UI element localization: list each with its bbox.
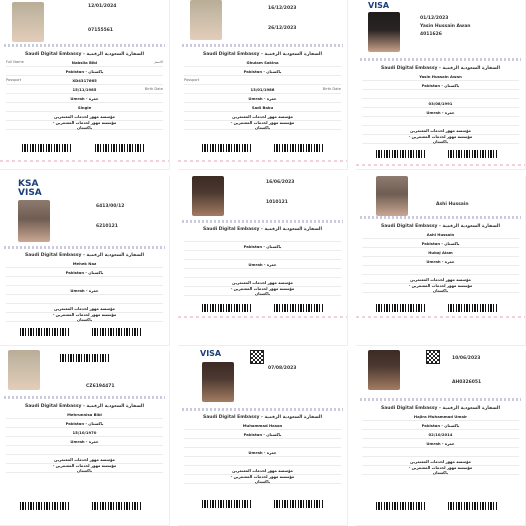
info-rows (184, 233, 341, 296)
row: Umrah - عمرة (184, 94, 341, 103)
embassy-title: Saudi Digital Embassy - السفارة السعودية الرقمية (380, 224, 501, 229)
row: Pakistan - باكستان (184, 242, 341, 251)
row: Pakistan - باكستان (6, 268, 163, 277)
row (184, 439, 341, 448)
holder-photo (190, 0, 222, 40)
row: Pakistan - باكستان (184, 430, 341, 439)
row (6, 295, 163, 304)
barcode (202, 144, 252, 152)
holder-photo (12, 2, 44, 42)
qr-code (426, 350, 440, 364)
row: مؤسسة مهور لخدمات المعتمرين (6, 112, 163, 121)
row: Hubaj Alam (362, 248, 519, 257)
info-rows (362, 72, 519, 144)
row: مؤسسة مهور لخدمات المعتمرين (184, 278, 341, 287)
row: Hajira Muhammad Umair (362, 412, 519, 421)
issue-date: 10/06/2023 (452, 356, 481, 361)
security-pattern (4, 246, 165, 249)
security-pattern (182, 44, 343, 47)
row: 02/10/2014 (362, 430, 519, 439)
issue-date: 16/12/2023 (268, 6, 297, 11)
embassy-title: Saudi Digital Embassy - السفارة السعودية الرقمية (24, 253, 145, 258)
row (184, 251, 341, 260)
row: 15/10/1970 (6, 428, 163, 437)
embassy-title: Saudi Digital Embassy - السفارة السعودية الرقمية (380, 66, 501, 71)
issue-date: 6413/00/12 (96, 204, 125, 209)
barcode (20, 502, 70, 510)
row: مؤسسة مهور لخدمات المعتمرين - باكستان (362, 135, 519, 144)
barcode (92, 328, 142, 336)
row: 15/11/1985 Birth Date (6, 85, 163, 94)
barcode (202, 500, 252, 508)
row: Sadi Baku (184, 103, 341, 112)
visa-card-4 (0, 176, 170, 346)
row: مؤسسة مهور لخدمات المعتمرين - باكستان (6, 121, 163, 130)
row: مؤسسة مهور لخدمات المعتمرين - باكستان (184, 287, 341, 296)
row: Umrah - عمرة (6, 94, 163, 103)
visa-number: CZ6194471 (86, 384, 115, 389)
holder-photo (8, 350, 40, 390)
visa-number: 1010121 (266, 200, 288, 205)
row: Pakistan - باكستان (362, 421, 519, 430)
embassy-title: Saudi Digital Embassy - السفارة السعودية الرقمية (380, 406, 501, 411)
row: Mehek Naz (6, 259, 163, 268)
row: مؤسسة مهور لخدمات المعتمرين - باكستان (6, 464, 163, 473)
row (184, 233, 341, 242)
info-rows (6, 410, 163, 473)
row: مؤسسة مهور لخدمات المعتمرين (362, 126, 519, 135)
barcode (448, 304, 498, 312)
row: مؤسسة مهور لخدمات المعتمرين - باكستان (184, 121, 341, 130)
row: مؤسسة مهور لخدمات المعتمرين - باكستان (362, 466, 519, 475)
security-pattern (360, 58, 521, 61)
barcode (376, 150, 426, 158)
security-band (0, 160, 169, 162)
row: Umrah - عمرة (6, 286, 163, 295)
row: Passport (184, 76, 341, 85)
row: Umrah - عمرة (362, 439, 519, 448)
embassy-title: Saudi Digital Embassy - السفارة السعودية الرقمية (202, 227, 323, 232)
row: Ashi Hussain (362, 230, 519, 239)
row: Umrah - عمرة (362, 257, 519, 266)
embassy-title: Saudi Digital Embassy - السفارة السعودية الرقمية (24, 52, 145, 57)
row (184, 269, 341, 278)
row: مؤسسة مهور لخدمات المعتمرين - باكستان (184, 475, 341, 484)
row: Pakistan - باكستان (362, 81, 519, 90)
row: مؤسسة مهور لخدمات المعتمرين (184, 466, 341, 475)
row (362, 266, 519, 275)
row: 13/01/1986 Birth Date (184, 85, 341, 94)
row (362, 117, 519, 126)
barcode (202, 304, 252, 312)
row: Full Name Nabsila Bibi الاسم (6, 58, 163, 67)
visa-number: 6210121 (96, 224, 118, 229)
row: مؤسسة مهور لخدمات المعتمرين - باكستان (362, 284, 519, 293)
row: Single (6, 103, 163, 112)
issue-date: 12/01/2024 (88, 4, 117, 9)
visa-card-9 (356, 350, 526, 526)
security-band (178, 316, 347, 318)
barcode (60, 354, 110, 362)
info-rows (184, 421, 341, 484)
qr-code (250, 350, 264, 364)
row: Umrah - عمرة (184, 448, 341, 457)
barcode (20, 328, 70, 336)
security-pattern (360, 216, 521, 219)
info-rows (362, 230, 519, 293)
row: 03/08/1991 (362, 99, 519, 108)
row: Pakistan - باكستان (6, 419, 163, 428)
visa-number: 4011626 (420, 32, 442, 37)
embassy-title: Saudi Digital Embassy - السفارة السعودية الرقمية (202, 415, 323, 420)
barcode (448, 502, 498, 510)
security-pattern (4, 44, 165, 47)
row: Pakistan - باكستان (6, 67, 163, 76)
visa-card-5 (178, 176, 348, 346)
barcode (448, 150, 498, 158)
row: Ghulam Sakina (184, 58, 341, 67)
row (362, 90, 519, 99)
security-pattern (182, 220, 343, 223)
security-band (356, 316, 525, 318)
row: Umrah - عمرة (362, 108, 519, 117)
holder-photo (18, 200, 50, 242)
embassy-title: Saudi Digital Embassy - السفارة السعودية الرقمية (202, 52, 323, 57)
holder-photo (368, 350, 400, 390)
barcode (95, 144, 145, 152)
security-pattern (182, 408, 343, 411)
visa-logo: KSA VISA (18, 179, 42, 198)
row: مؤسسة مهور لخدمات المعتمرين (6, 304, 163, 313)
row: مؤسسة مهور لخدمات المعتمرين (362, 457, 519, 466)
row: مؤسسة مهور لخدمات المعتمرين (362, 275, 519, 284)
info-rows (6, 58, 163, 130)
visa-card-3 (356, 0, 526, 170)
row (362, 448, 519, 457)
info-rows (6, 259, 163, 322)
row (184, 457, 341, 466)
row (6, 446, 163, 455)
issue-date: 01/12/2023 (420, 16, 449, 21)
row (6, 277, 163, 286)
security-band (356, 164, 525, 166)
holder-name: Yasin Hussain Awan (420, 24, 471, 29)
holder-name: Ashi Hussain (436, 202, 469, 207)
visa-card-1 (0, 0, 170, 170)
row: مؤسسة مهور لخدمات المعتمرين - باكستان (6, 313, 163, 322)
visa-card-7 (0, 350, 170, 526)
info-rows (362, 412, 519, 475)
row: Mehrunnisa Bibi (6, 410, 163, 419)
visa-card-8 (178, 350, 348, 526)
holder-photo (202, 362, 234, 402)
row: Pakistan - باكستان (362, 239, 519, 248)
barcode (274, 500, 324, 508)
visa-card-6 (356, 176, 526, 346)
barcode (274, 144, 324, 152)
row: Passport XD4317665 (6, 76, 163, 85)
security-pattern (4, 396, 165, 399)
visa-logo: VISA (200, 350, 222, 358)
row: Umrah - عمرة (6, 437, 163, 446)
holder-photo (192, 176, 224, 216)
security-band (178, 160, 347, 162)
barcode (22, 144, 72, 152)
row: Yasin Hussain Awan (362, 72, 519, 81)
holder-photo (368, 12, 400, 52)
visa-number: AH0326051 (452, 380, 482, 385)
row: Muhammad Hasan (184, 421, 341, 430)
holder-photo (376, 176, 408, 216)
barcode (92, 502, 142, 510)
visa-card-2 (178, 0, 348, 170)
row: Umrah - عمرة (184, 260, 341, 269)
barcode (274, 304, 324, 312)
visa-number: 07155561 (88, 28, 114, 33)
embassy-title: Saudi Digital Embassy - السفارة السعودية الرقمية (24, 404, 145, 409)
row: مؤسسة مهور لخدمات المعتمرين (6, 455, 163, 464)
row: مؤسسة مهور لخدمات المعتمرين (184, 112, 341, 121)
barcode (376, 304, 426, 312)
issue-date: 07/08/2023 (268, 366, 297, 371)
row: Pakistan - باكستان (184, 67, 341, 76)
issue-date: 16/06/2023 (266, 180, 295, 185)
barcode (376, 502, 426, 510)
security-pattern (360, 398, 521, 401)
info-rows (184, 58, 341, 130)
expiry-date: 26/12/2023 (268, 26, 297, 31)
visa-logo: VISA (368, 1, 390, 10)
